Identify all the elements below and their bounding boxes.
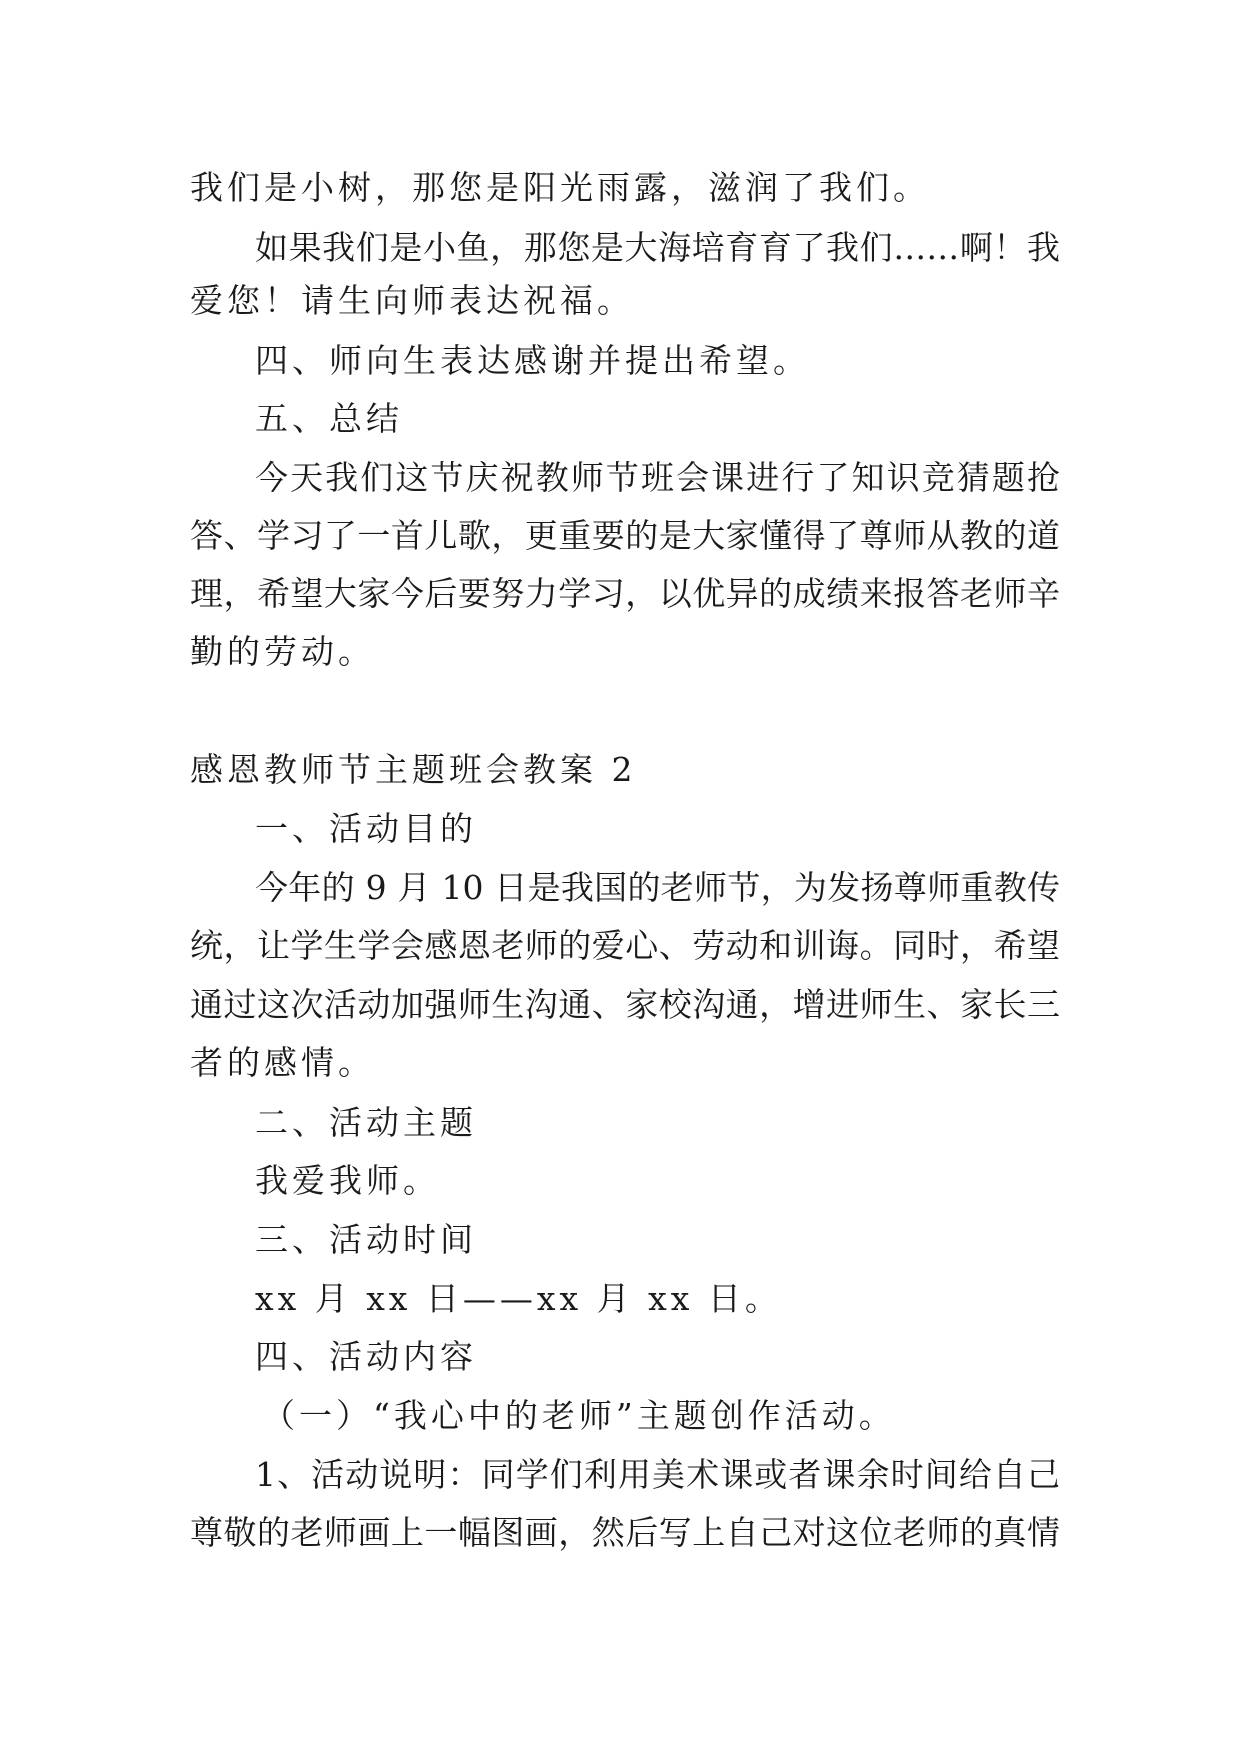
paragraph-line: 通过这次活动加强师生沟通、家校沟通，增进师生、家长三	[190, 985, 1060, 1024]
paragraph-line: 我爱我师。	[255, 1161, 440, 1200]
paragraph-line: 如果我们是小鱼，那您是大海培育育了我们……啊！我	[255, 228, 1060, 267]
paragraph-line: 我们是小树，那您是阳光雨露，滋润了我们。	[190, 168, 930, 207]
section-heading: 五、总结	[255, 399, 403, 438]
section-heading: 三、活动时间	[255, 1220, 477, 1259]
section-heading: 二、活动主题	[255, 1103, 477, 1142]
subsection-heading: （一）“我心中的老师”主题创作活动。	[262, 1396, 896, 1435]
paragraph-line: 者的感情。	[190, 1043, 375, 1082]
paragraph-line: 今天我们这节庆祝教师节班会课进行了知识竞猜题抢	[255, 458, 1060, 497]
paragraph-line: 答、学习了一首儿歌，更重要的是大家懂得了尊师从教的道	[190, 516, 1060, 555]
paragraph-line: 今年的 9 月 10 日是我国的老师节，为发扬尊师重教传	[255, 868, 1060, 907]
document-subtitle: 感恩教师节主题班会教案 2	[190, 750, 637, 789]
section-heading: 一、活动目的	[255, 809, 477, 848]
paragraph-line: 1、活动说明：同学们利用美术课或者课余时间给自己	[255, 1455, 1060, 1494]
paragraph-line: 爱您！请生向师表达祝福。	[190, 281, 634, 320]
paragraph-line: 尊敬的老师画上一幅图画，然后写上自己对这位老师的真情	[190, 1513, 1060, 1552]
paragraph-line: 理，希望大家今后要努力学习，以优异的成绩来报答老师辛	[190, 574, 1060, 613]
section-heading: 四、师向生表达感谢并提出希望。	[255, 341, 810, 380]
paragraph-line: xx 月 xx 日——xx 月 xx 日。	[255, 1279, 782, 1318]
paragraph-line: 统，让学生学会感恩老师的爱心、劳动和训诲。同时，希望	[190, 926, 1060, 965]
paragraph-line: 勤的劳动。	[190, 632, 375, 671]
section-heading: 四、活动内容	[255, 1337, 477, 1376]
